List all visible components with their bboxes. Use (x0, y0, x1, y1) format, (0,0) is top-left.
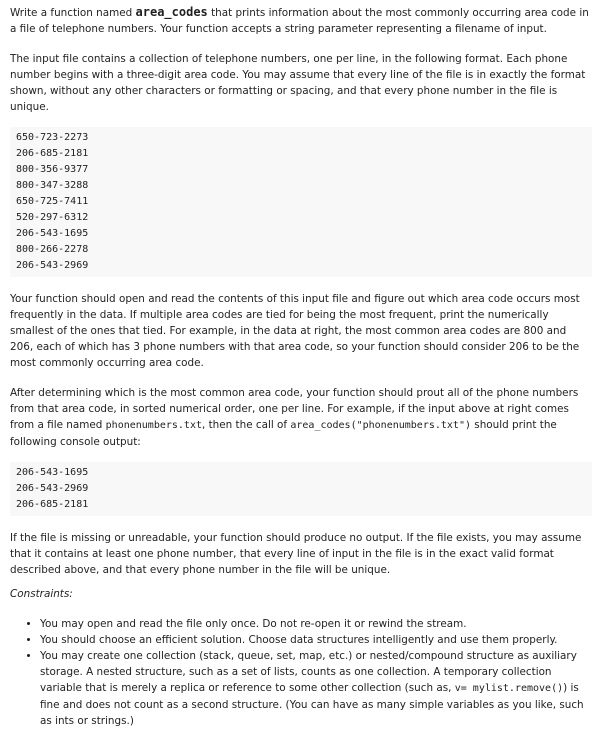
function-name: area_codes (135, 5, 208, 19)
intro-paragraph (10, 4, 592, 37)
intro-text-before: Write a function named (10, 7, 136, 19)
constraint-text-b: ) is fine and does not count as a second structure. (You can have as many simple variables as you like, such as ints or strings.) (40, 682, 584, 727)
output-line: 206-543-1695 (16, 467, 89, 478)
behavior-paragraph: Your function should open and read the contents of this input file and figure out which area code occurs most frequently in the data. If multiple area codes are tied for being the most frequent, print the numerically smallest of the ones that tied. For example, in the data at right, the most common area codes are 800 and 206, each of which has 3 phone numbers with that area code, so your function should consider 206 to be the most commonly occurring area code. (10, 293, 580, 369)
output-description (10, 385, 592, 450)
input-line: 206-685-2181 (16, 148, 89, 159)
output-text-3: should print the following console output: (10, 419, 557, 448)
input-line: 650-723-2273 (16, 132, 89, 143)
filename-code: phonenumbers.txt (105, 420, 202, 431)
intro-text-after: that prints information about the most commonly occurring area code in a file of telephone numbers. Your function accepts a string parameter representing a filename of input. (10, 7, 589, 35)
constraints-heading: Constraints: (10, 588, 73, 600)
input-line: 206-543-2969 (16, 260, 89, 271)
input-line: 800-347-3288 (16, 180, 89, 191)
input-line: 206-543-1695 (16, 228, 89, 239)
input-line: 650-725-7411 (16, 196, 89, 207)
output-code-block (10, 462, 592, 516)
constraint-item: • You should choose an efficient solution. Choose data structures intelligently and use them properly. (40, 632, 592, 648)
input-line: 800-356-9377 (16, 164, 89, 175)
constraint-text-a: You may create one collection (stack, queue, set, map, etc.) or nested/compound structure as auxiliary storage. A nested structure, such as a set of lists, counts as one collection. A temporary collection variable that is merely a replica or reference to some other collection (such as, (40, 650, 577, 694)
output-line: 206-685-2181 (16, 499, 89, 510)
output-text-1: After determining which is the most common area code, your function should prout all of the phone numbers from that area code, in sorted numerical order, one per line. For example, if the input above at right comes from a file named (10, 387, 579, 431)
input-code-block (10, 127, 592, 277)
constraint-code: v= mylist.remove() (454, 683, 564, 694)
input-line: 520-297-6312 (16, 212, 89, 223)
constraints-list (10, 616, 592, 729)
constraint-item (40, 648, 592, 729)
output-line: 206-543-2969 (16, 483, 89, 494)
constraint-item: • You may open and read the file only once. Do not re-open it or rewind the stream. (40, 616, 592, 632)
input-line: 800-266-2278 (16, 244, 89, 255)
call-code: area_codes("phonenumbers.txt") (290, 420, 471, 431)
missing-file-paragraph: If the file is missing or unreadable, your function should produce no output. If the file exists, you may assume that it contains at least one phone number, that every line of input in the file is in the exact valid format described above, and that every phone number in the file will be unique. (10, 532, 582, 576)
output-text-2: , then the call of (201, 419, 291, 431)
input-description: The input file contains a collection of telephone numbers, one per line, in the following format. Each phone number begins with a three-digit area code. You may assume that every line of the file is in exactly the format shown, without any other characters or formatting or spacing, and that every phone number in the file is unique. (10, 53, 586, 113)
